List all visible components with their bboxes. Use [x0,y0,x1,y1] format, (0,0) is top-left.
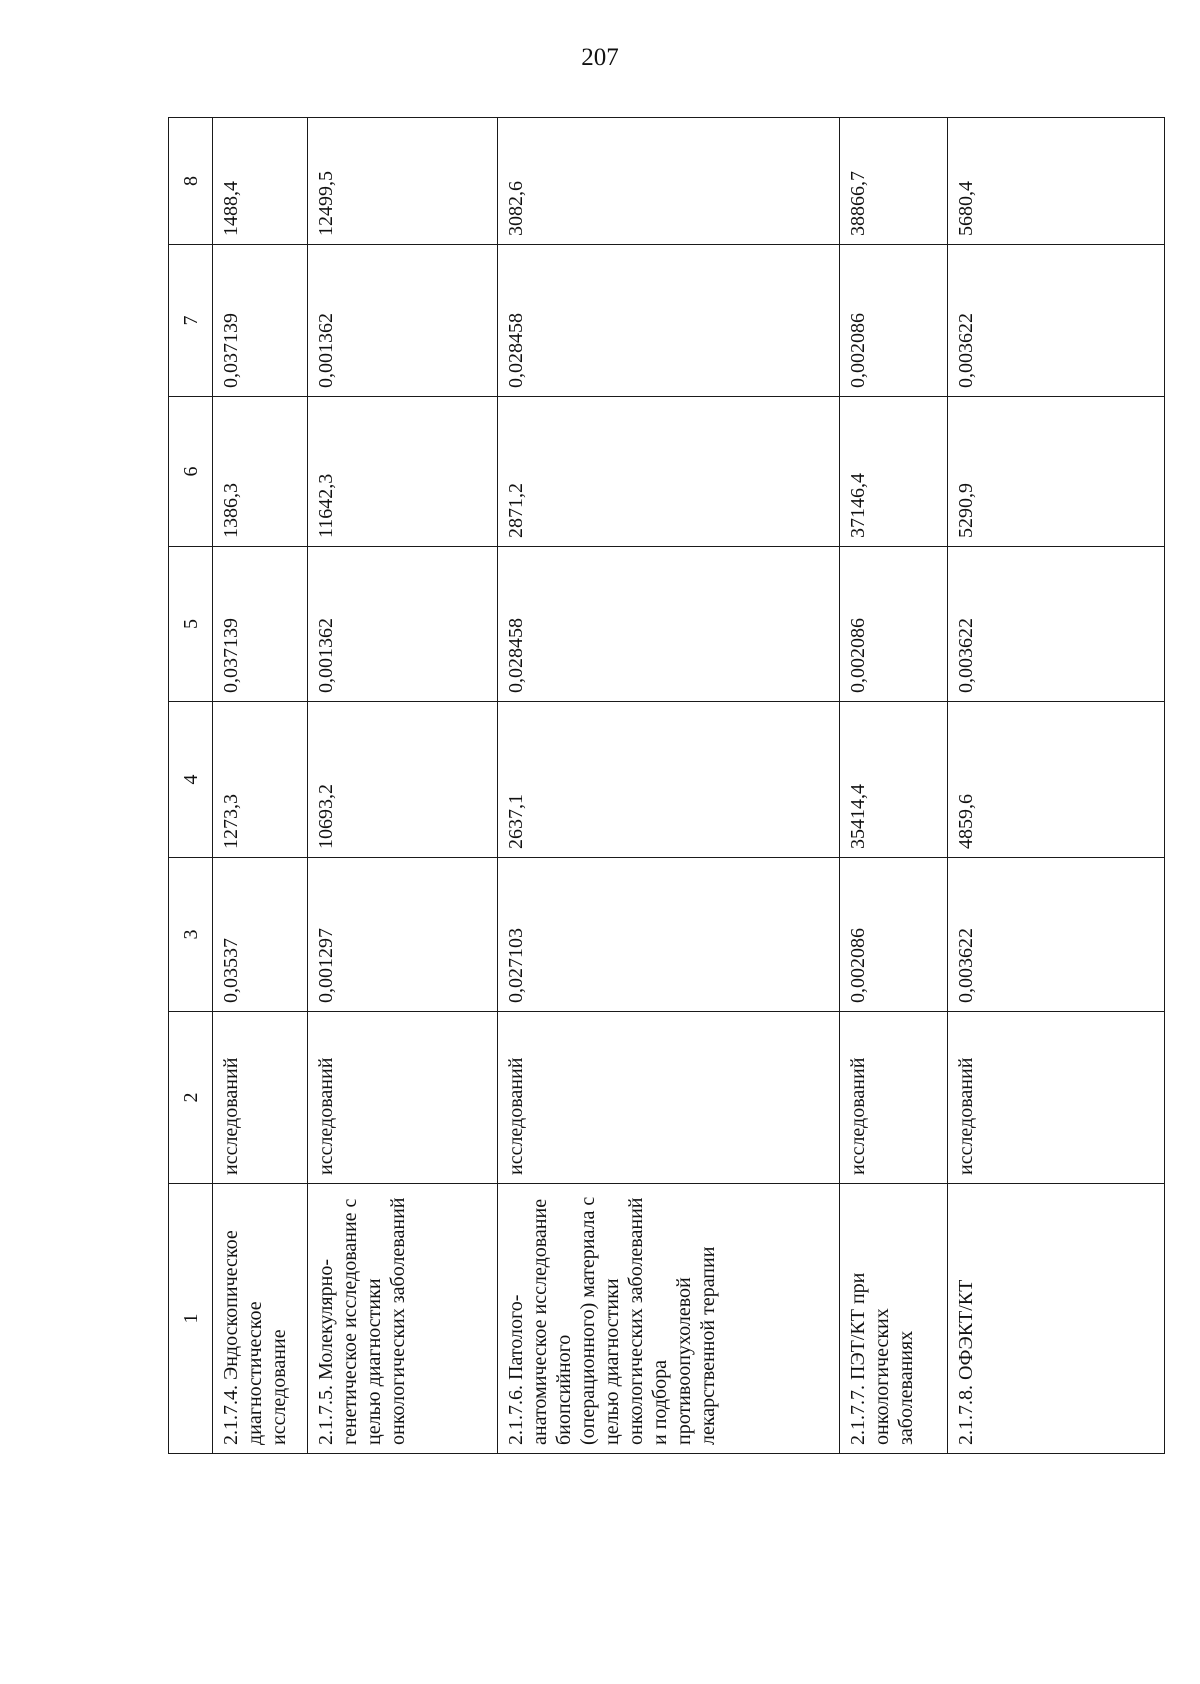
value-cell: 11642,3 [308,397,498,547]
value-cell: 0,037139 [213,245,308,397]
table-row [948,118,1165,1454]
value-cell: 0,001362 [308,245,498,397]
value-cell: 0,03537 [213,858,308,1012]
row-label-cell: 2.1.7.5. Молекулярно-генетическое исследование с целью диагностики онкологических заболеваний [308,1184,498,1454]
header-cell: 4 [169,702,213,858]
row-label-cell: 2.1.7.7. ПЭТ/КТ при онкологических заболеваниях [840,1184,948,1454]
page-number: 207 [581,44,619,71]
value-cell: 35414,4 [840,702,948,858]
value-cell: 0,003622 [948,245,1165,397]
value-cell: 5680,4 [948,118,1165,245]
header-cell: 6 [169,397,213,547]
unit-cell: исследований [948,1012,1165,1184]
table-row [840,118,948,1454]
header-cell: 1 [169,1184,213,1454]
value-cell: 10693,2 [308,702,498,858]
value-cell: 1386,3 [213,397,308,547]
value-cell: 5290,9 [948,397,1165,547]
value-cell: 2871,2 [498,397,840,547]
value-cell: 0,001297 [308,858,498,1012]
value-cell: 0,028458 [498,547,840,702]
data-table [168,117,1165,1454]
value-cell: 3082,6 [498,118,840,245]
header-cell: 5 [169,547,213,702]
header-cell: 7 [169,245,213,397]
value-cell: 37146,4 [840,397,948,547]
unit-cell: исследований [840,1012,948,1184]
value-cell: 0,028458 [498,245,840,397]
row-label-cell: 2.1.7.6. Патолого-анатомическое исследование биопсийного (операционного) материала с целью диагностики онкологических заболеваний и подбора противоопухолевой лекарственной терапии [498,1184,840,1454]
header-cell: 3 [169,858,213,1012]
value-cell: 0,003622 [948,547,1165,702]
value-cell: 4859,6 [948,702,1165,858]
header-cell: 2 [169,1012,213,1184]
row-label-cell: 2.1.7.8. ОФЭКТ/КТ [948,1184,1165,1454]
value-cell: 2637,1 [498,702,840,858]
unit-cell: исследований [498,1012,840,1184]
value-cell: 1273,3 [213,702,308,858]
table-row [498,118,840,1454]
rotated-table-container [168,118,1164,1454]
row-label-cell: 2.1.7.4. Эндоскопическое диагностическое исследование [213,1184,308,1454]
unit-cell: исследований [308,1012,498,1184]
value-cell: 12499,5 [308,118,498,245]
table-row [213,118,308,1454]
value-cell: 0,037139 [213,547,308,702]
header-cell: 8 [169,118,213,245]
value-cell: 0,002086 [840,858,948,1012]
value-cell: 0,027103 [498,858,840,1012]
table-row [308,118,498,1454]
header-row [169,118,213,1454]
value-cell: 0,002086 [840,547,948,702]
value-cell: 0,001362 [308,547,498,702]
value-cell: 1488,4 [213,118,308,245]
unit-cell: исследований [213,1012,308,1184]
value-cell: 38866,7 [840,118,948,245]
value-cell: 0,002086 [840,245,948,397]
value-cell: 0,003622 [948,858,1165,1012]
